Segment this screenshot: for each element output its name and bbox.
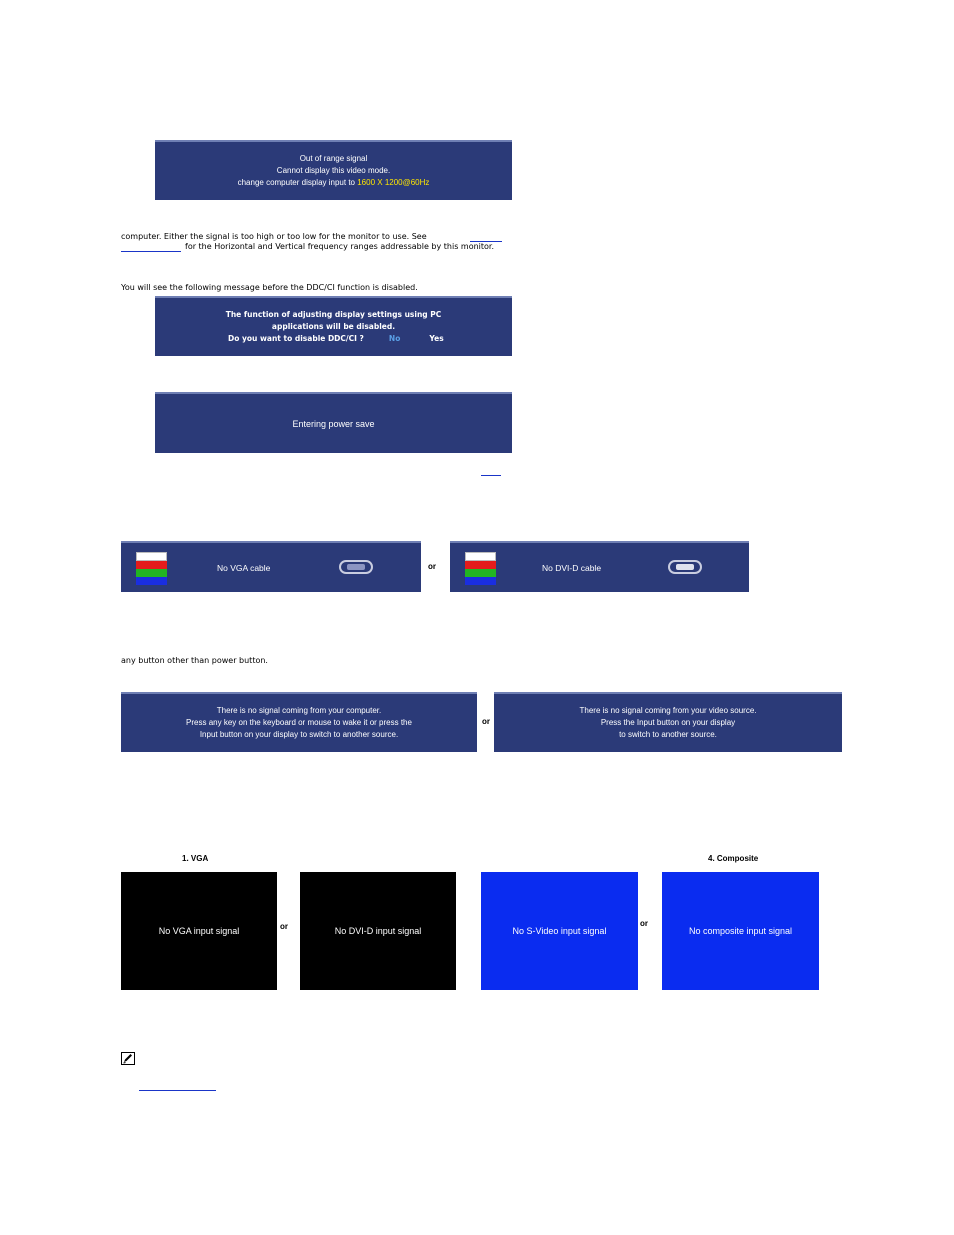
osd-power-save [155,392,512,453]
osd-line: Cannot display this video mode. [276,166,391,175]
back-to-contents-link[interactable] [139,1090,216,1091]
or-label: or [280,922,288,931]
osd-text: change computer display input to [237,178,358,187]
inline-link[interactable] [481,475,501,476]
screen-text: No S-Video input signal [512,926,607,936]
no-composite-input-screen [662,872,819,990]
signal-paragraph-line2: for the Horizontal and Vertical frequency ranges addressable by this monitor. [185,242,495,251]
osd-line: Out of range signal [299,154,368,163]
vga-connector-icon [339,560,373,574]
osd-line [155,177,512,189]
osd-line: Input button on your display to switch to another source. [199,730,399,739]
osd-line: The function of adjusting display settings using PC [225,310,442,319]
osd-line [155,333,512,345]
osd-no-signal-video [494,692,842,752]
or-label: or [428,562,436,571]
no-dvi-input-screen [300,872,456,990]
ddc-paragraph: You will see the following message before the DDC/CI function is disabled. [121,283,418,292]
osd-line: Press the Input button on your display [600,718,736,727]
any-button-paragraph: any button other than power button. [121,656,268,665]
osd-line: to switch to another source. [619,730,717,739]
osd-out-of-range [155,140,512,200]
no-svideo-input-screen [481,872,638,990]
osd-no-vga-cable [121,541,421,592]
note-pencil-icon [121,1050,135,1063]
yes-option[interactable]: Yes [429,334,444,343]
osd-line: There is no signal coming from your video source. [579,706,757,715]
no-option[interactable]: No [388,334,401,343]
no-vga-input-screen [121,872,277,990]
resolution-highlight: 1600 X 1200@60Hz [357,178,430,187]
osd-question: Do you want to disable DDC/CI ? [228,334,364,343]
osd-ddc-ci [155,296,512,356]
screen-text: No composite input signal [688,926,793,936]
screen-text: No VGA input signal [158,926,240,936]
osd-line: applications will be disabled. [271,322,396,331]
signal-paragraph-line1: computer. Either the signal is too high or too low for the monitor to use. See [121,232,427,241]
color-bars-icon [136,552,167,585]
specifications-link-continued[interactable] [121,251,181,252]
color-bars-icon [465,552,496,585]
or-label: or [640,919,648,928]
osd-no-dvi-cable [450,541,749,592]
no-vga-cable-text: No VGA cable [217,563,271,573]
osd-line: Press any key on the keyboard or mouse to wake it or press the [186,718,412,727]
or-label: or [482,717,490,726]
screen-text: No DVI-D input signal [334,926,422,936]
osd-no-signal-computer [121,692,477,752]
no-dvi-cable-text: No DVI-D cable [542,563,602,573]
composite-header: 4. Composite [708,854,759,863]
power-save-text: Entering power save [292,418,375,429]
osd-line: There is no signal coming from your computer. [216,706,382,715]
vga-header: 1. VGA [182,854,209,863]
dvi-connector-icon [668,560,702,574]
